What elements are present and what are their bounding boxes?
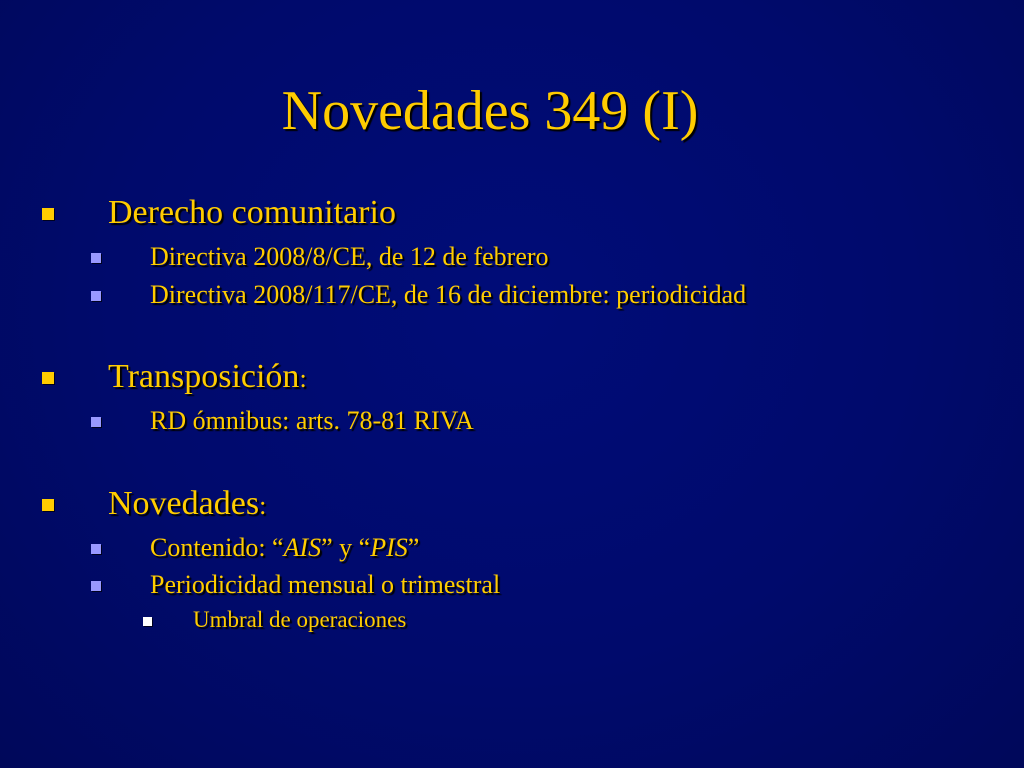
square-bullet-icon [42,372,54,384]
square-bullet-icon [143,617,152,626]
bullet-text: Novedades [108,485,260,522]
square-bullet-icon [91,253,101,263]
subbullet-directiva-2008-117 [150,279,746,311]
bullet-colon: : [299,364,307,393]
subbullet-rd-omnibus [150,405,474,437]
subbullet-text: Directiva 2008/117/CE, de 16 de diciembre: periodicidad [150,280,747,309]
contenido-suffix: ” [407,533,420,562]
subbullet-contenido [150,532,419,564]
contenido-prefix: Contenido: “ [150,533,284,562]
square-bullet-icon [91,417,101,427]
bullet-text: Derecho comunitario [108,194,396,231]
slide-title: Novedades 349 (I) [281,80,699,142]
bullet-text: Transposición [108,358,300,395]
subbullet-text: RD ómnibus: arts. 78-81 RIVA [150,406,474,435]
subsubbullet-umbral [193,606,406,634]
square-bullet-icon [91,581,101,591]
contenido-ais: AIS [283,533,322,562]
subbullet-text: Periodicidad mensual o trimestral [150,570,501,599]
square-bullet-icon [91,544,101,554]
square-bullet-icon [91,291,101,301]
subbullet-text: Directiva 2008/8/CE, de 12 de febrero [150,242,549,271]
square-bullet-icon [42,208,54,220]
subbullet-directiva-2008-8 [150,241,549,273]
square-bullet-icon [42,499,54,511]
contenido-pis: PIS [370,533,408,562]
bullet-transposicion [108,357,307,399]
bullet-colon: : [259,491,267,520]
bullet-novedades [108,484,266,526]
subsubbullet-text: Umbral de operaciones [193,607,407,632]
bullet-derecho-comunitario [108,193,396,233]
contenido-middle: ” y “ [321,533,371,562]
subbullet-periodicidad [150,569,500,601]
